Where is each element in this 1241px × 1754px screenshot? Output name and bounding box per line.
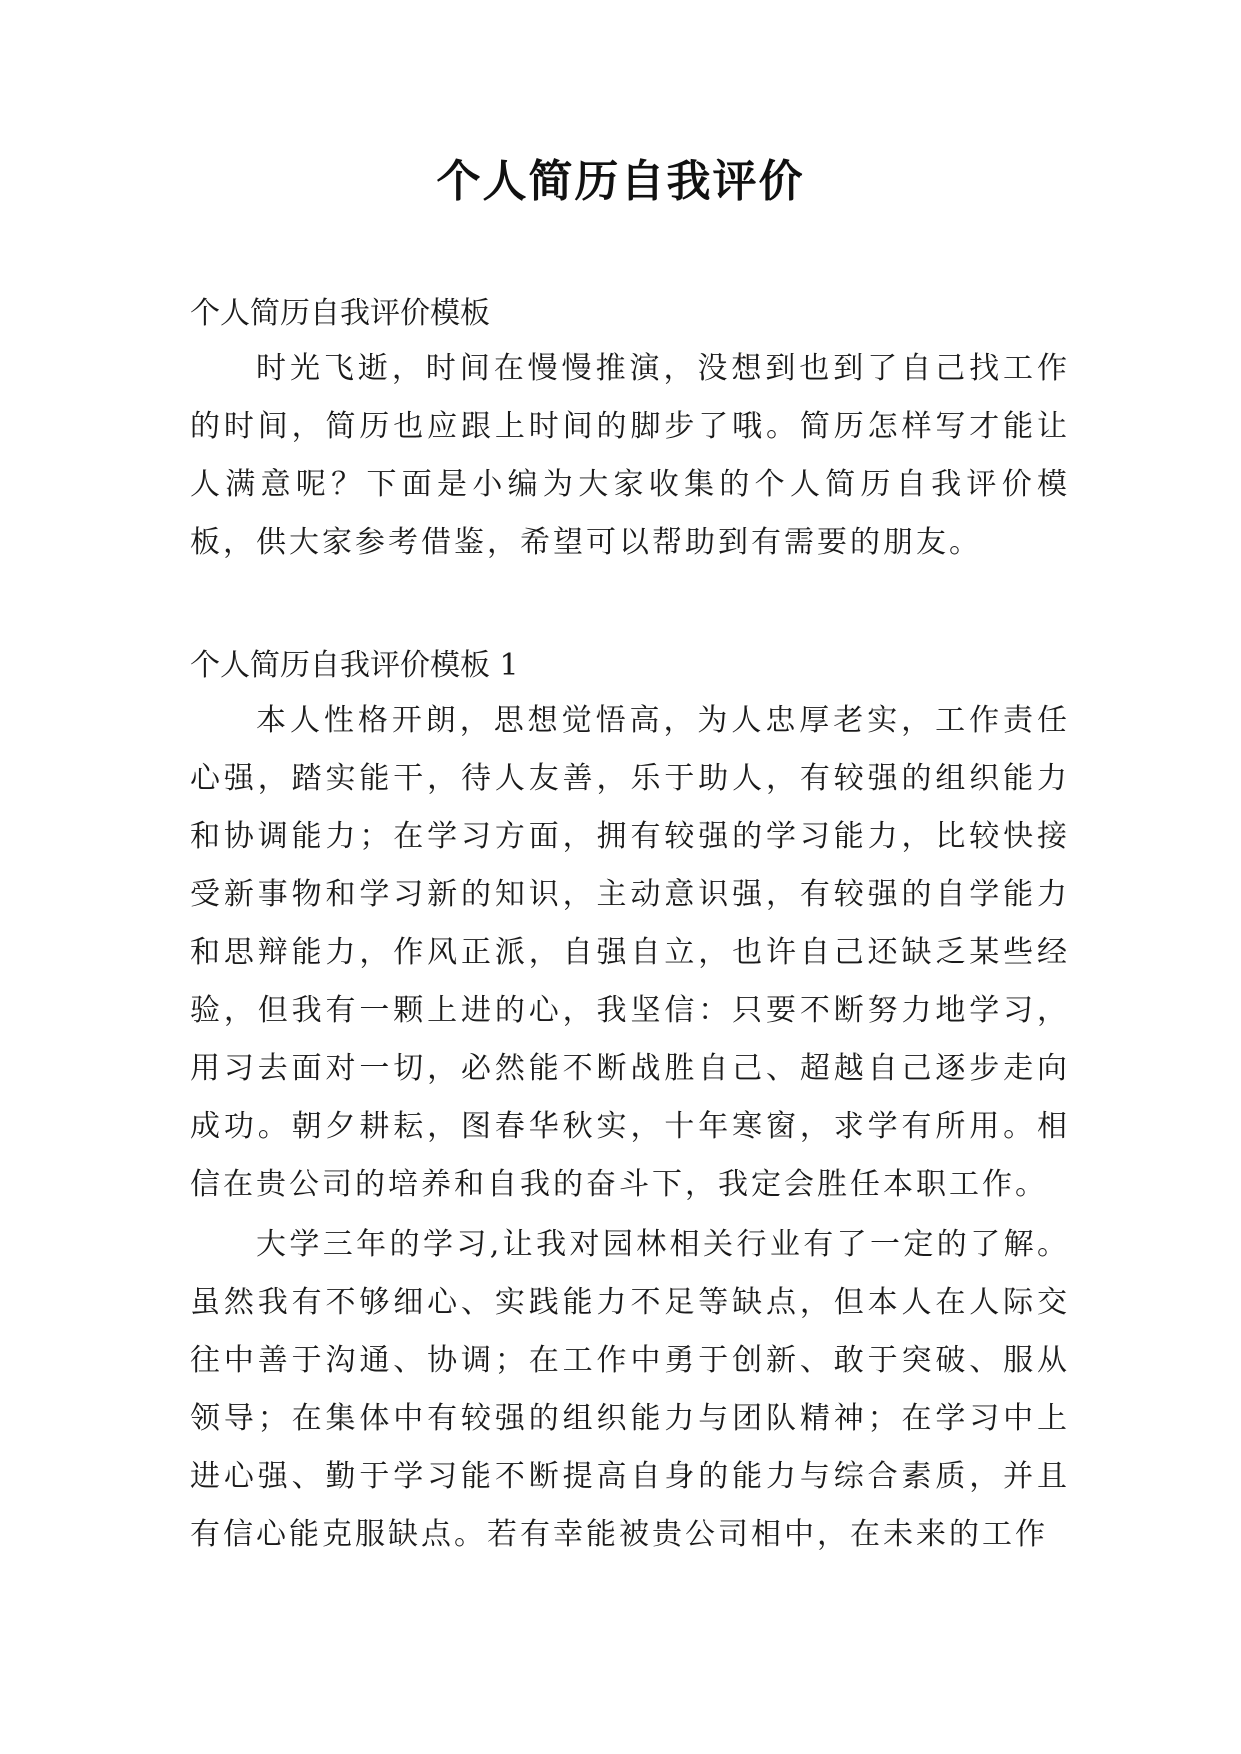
section-heading: 个人简历自我评价模板 1 <box>190 648 519 683</box>
intro-paragraph: 时光飞逝，时间在慢慢推演，没想到也到了自己找工作的时间，简历也应跟上时间的脚步了哦。简历怎样写才能让人满意呢？下面是小编为大家收集的个人简历自我评价模板，供大家参考借鉴，希望可以帮助到有需要的朋友。 <box>190 351 1070 560</box>
body-paragraph: 本人性格开朗，思想觉悟高，为人忠厚老实，工作责任心强，踏实能干，待人友善，乐于助人，有较强的组织能力和协调能力；在学习方面，拥有较强的学习能力，比较快接受新事物和学习新的知识，主动意识强，有较强的自学能力和思辩能力，作风正派，自强自立，也许自己还缺乏某些经验，但我有一颗上进的心，我坚信：只要不断努力地学习，用习去面对一切，必然能不断战胜自己、超越自己逐步走向成功。朝夕耕耘，图春华秋实，十年寒窗，求学有所用。相信在贵公司的培养和自我的奋斗下，我定会胜任本职工作。 <box>190 703 1070 1202</box>
section-heading: 个人简历自我评价模板 <box>190 296 490 331</box>
body-paragraph: 大学三年的学习,让我对园林相关行业有了一定的了解。虽然我有不够细心、实践能力不足等缺点，但本人在人际交往中善于沟通、协调；在工作中勇于创新、敢于突破、服从领导；在集体中有较强的组织能力与团队精神；在学习中上进心强、勤于学习能不断提高自身的能力与综合素质，并且有信心能克服缺点。若有幸能被贵公司相中，在未来的工作 <box>190 1227 1070 1552</box>
document-title: 个人简历自我评价 <box>436 156 805 207</box>
